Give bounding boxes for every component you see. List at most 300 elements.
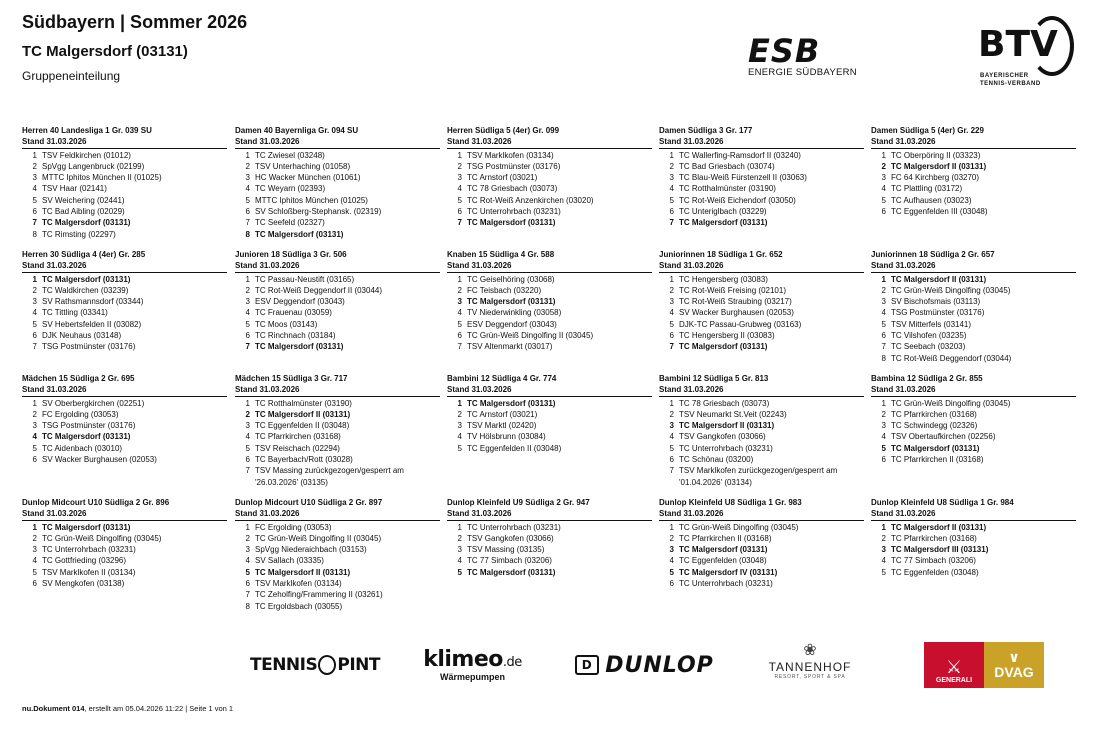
team-position: 6 xyxy=(881,331,886,341)
team-name: TSV Feldkirchen (01012) xyxy=(42,150,131,160)
team-row xyxy=(235,522,440,533)
team-position: 6 xyxy=(245,579,250,589)
btv-sub-line-1: BAYERISCHER xyxy=(980,73,1029,79)
team-row xyxy=(447,341,652,352)
team-position: 4 xyxy=(457,556,462,566)
team-position: 1 xyxy=(32,274,37,284)
team-name: TC Malgersdorf (03131) xyxy=(42,274,131,284)
team-position: 3 xyxy=(457,173,462,183)
team-row xyxy=(659,172,864,183)
team-row xyxy=(659,533,864,544)
team-name: MTTC Iphitos München (01025) xyxy=(255,195,368,205)
team-row xyxy=(447,183,652,194)
team-position: 1 xyxy=(457,274,462,284)
team-position: 5 xyxy=(245,567,250,577)
team-row xyxy=(659,465,864,476)
team-name: TC Rinchnach (03184) xyxy=(255,331,336,341)
team-row xyxy=(235,454,440,465)
team-name: TV Hölsbrunn (03084) xyxy=(467,432,546,442)
team-position: 4 xyxy=(457,184,462,194)
team-name: TC Malgersdorf (03131) xyxy=(467,218,556,228)
team-row xyxy=(447,307,652,318)
group-stand-date: Stand 31.03.2026 xyxy=(871,384,1076,396)
team-name: TC Malgersdorf (03131) xyxy=(891,443,980,453)
team-position: 1 xyxy=(245,398,250,408)
team-position: 3 xyxy=(881,297,886,307)
tannenhof-logo xyxy=(765,636,855,686)
team-name: TC Rot-Weiß Freising (02101) xyxy=(679,285,786,295)
team-row xyxy=(659,307,864,318)
team-row xyxy=(235,330,440,341)
team-row xyxy=(235,319,440,330)
group-title: Bambina 12 Südliga 2 Gr. 855 xyxy=(871,374,983,383)
team-row xyxy=(659,150,864,161)
team-name: TC Waldkirchen (03239) xyxy=(42,285,129,295)
team-position: 4 xyxy=(669,308,674,318)
team-name: TC Eggenfelden (03048) xyxy=(891,567,979,577)
team-name: TC Malgersdorf (03131) xyxy=(467,567,556,577)
team-row xyxy=(871,555,1076,566)
team-position: 1 xyxy=(669,522,674,532)
team-row xyxy=(871,296,1076,307)
team-row xyxy=(22,398,227,409)
team-name: TC Ergoldsbach (03055) xyxy=(255,601,343,611)
team-row xyxy=(447,172,652,183)
team-name: TC Unterrohrbach (03231) xyxy=(679,579,773,589)
team-position: 3 xyxy=(669,421,674,431)
team-row xyxy=(235,567,440,578)
team-name: SV Wacker Burghausen (02053) xyxy=(42,455,157,465)
team-name: TC Grün-Weiß Dingolfing II (03045) xyxy=(255,533,382,543)
team-row xyxy=(235,578,440,589)
team-name: TC Geiselhöring (03068) xyxy=(467,274,555,284)
team-name: TC Arnstorf (03021) xyxy=(467,409,538,419)
team-name: TC Moos (03143) xyxy=(255,319,318,329)
team-position: 2 xyxy=(245,533,250,543)
team-row xyxy=(22,319,227,330)
footer-doc-id: nu.Dokument 014 xyxy=(22,704,85,713)
team-name: TC Pfarrkirchen (03168) xyxy=(891,409,977,419)
group-card xyxy=(447,373,652,454)
team-position: 2 xyxy=(881,285,886,295)
team-position: 3 xyxy=(32,297,37,307)
team-position: 6 xyxy=(669,455,674,465)
team-name: ESV Deggendorf (03043) xyxy=(255,297,345,307)
group-card xyxy=(871,125,1076,217)
team-row xyxy=(22,229,227,240)
team-position: 1 xyxy=(457,522,462,532)
team-position: 7 xyxy=(457,218,462,228)
team-name: ESV Deggendorf (03043) xyxy=(467,319,557,329)
team-row xyxy=(447,431,652,442)
generali-name: GENERALI xyxy=(935,677,973,684)
team-position: 3 xyxy=(669,297,674,307)
team-name: TC Eggenfelden II (03048) xyxy=(255,421,350,431)
group-title: Bambini 12 Südliga 5 Gr. 813 xyxy=(659,374,769,383)
team-row xyxy=(659,183,864,194)
esb-logo-mark: ESB xyxy=(748,32,821,70)
team-row xyxy=(447,555,652,566)
team-name: TC Unterrohrbach (03231) xyxy=(467,207,561,217)
team-name: TC Malgersdorf IV (03131) xyxy=(679,567,778,577)
btv-sub-line-2: TENNIS-VERBAND xyxy=(980,81,1041,87)
team-name: TC Grün-Weiß Dingolfing (03045) xyxy=(42,533,162,543)
team-name: TSV Gangkofen (03066) xyxy=(679,432,766,442)
team-row xyxy=(871,172,1076,183)
team-row xyxy=(235,601,440,612)
team-row xyxy=(447,544,652,555)
team-name: TC Bad Aibling (02029) xyxy=(42,207,125,217)
group-card xyxy=(447,249,652,353)
team-row xyxy=(447,285,652,296)
team-name: TC Rotthalmünster (03190) xyxy=(679,184,776,194)
team-name: TC Malgersdorf II (03131) xyxy=(255,409,351,419)
team-position: 1 xyxy=(669,150,674,160)
team-position: 2 xyxy=(32,533,37,543)
team-row xyxy=(659,217,864,228)
team-name: TC Grün-Weiß Dingolfing (03045) xyxy=(679,522,799,532)
team-name: FC Teisbach (03220) xyxy=(467,285,542,295)
team-row xyxy=(447,319,652,330)
team-name: SV Weichering (02441) xyxy=(42,195,125,205)
team-name: FC Ergolding (03053) xyxy=(42,409,119,419)
team-position: 1 xyxy=(457,150,462,160)
team-position: 7 xyxy=(669,466,674,476)
group-title: Damen Südliga 3 Gr. 177 xyxy=(659,126,753,135)
team-row xyxy=(447,330,652,341)
team-position: 6 xyxy=(881,455,886,465)
team-row xyxy=(447,206,652,217)
group-card xyxy=(235,125,440,240)
team-position: 4 xyxy=(32,432,37,442)
team-name: TC Malgersdorf II (03131) xyxy=(255,567,351,577)
team-position: 1 xyxy=(881,522,886,532)
team-position: 5 xyxy=(881,567,886,577)
tannenhof-name: TANNENHOF xyxy=(768,660,852,674)
dvag-logo xyxy=(984,642,1044,688)
team-row xyxy=(22,183,227,194)
klimeo-tld: .de xyxy=(502,654,522,670)
team-name: TC Seebach (03203) xyxy=(891,342,966,352)
team-position: 3 xyxy=(245,421,250,431)
team-name: TSV Marktl (02420) xyxy=(467,421,537,431)
team-row xyxy=(447,195,652,206)
team-position: 3 xyxy=(32,173,37,183)
team-position: 5 xyxy=(669,195,674,205)
team-name: TC 78 Griesbach (03073) xyxy=(679,398,770,408)
group-card xyxy=(447,125,652,229)
team-position: 3 xyxy=(881,421,886,431)
team-row xyxy=(235,296,440,307)
team-position: 2 xyxy=(32,409,37,419)
team-position: 3 xyxy=(457,545,462,555)
team-position: 3 xyxy=(32,421,37,431)
group-title: Juniorinnen 18 Südliga 2 Gr. 657 xyxy=(871,250,995,259)
team-name: TC Zeholfing/Frammering II (03261) xyxy=(255,590,383,600)
team-name: SV Schloßberg-Stephansk. (02319) xyxy=(255,207,382,217)
team-position: 1 xyxy=(245,274,250,284)
group-title: Dunlop Midcourt U10 Südliga 2 Gr. 896 xyxy=(22,498,170,507)
team-position: 5 xyxy=(457,319,462,329)
team-name: TC Unterrohrbach (03231) xyxy=(42,545,136,555)
team-row xyxy=(659,274,864,285)
team-row xyxy=(22,431,227,442)
team-position: 4 xyxy=(881,184,886,194)
team-row xyxy=(235,420,440,431)
team-row xyxy=(22,522,227,533)
group-card xyxy=(235,249,440,353)
team-row xyxy=(871,206,1076,217)
group-card xyxy=(447,497,652,578)
group-title: Dunlop Kleinfeld U8 Südliga 1 Gr. 983 xyxy=(659,498,802,507)
dunlop-logo xyxy=(562,650,727,680)
team-name: TC Eggenfelden III (03048) xyxy=(891,207,988,217)
team-row xyxy=(22,206,227,217)
team-name: DJK-TC Passau-Grubweg (03163) xyxy=(679,319,802,329)
group-stand-date: Stand 31.03.2026 xyxy=(659,260,864,272)
group-card xyxy=(871,373,1076,465)
team-row xyxy=(659,544,864,555)
group-stand-date: Stand 31.03.2026 xyxy=(659,136,864,148)
team-position: 2 xyxy=(457,161,462,171)
team-row xyxy=(235,533,440,544)
team-row xyxy=(235,465,440,476)
group-stand-date: Stand 31.03.2026 xyxy=(235,136,440,148)
team-row xyxy=(659,398,864,409)
team-name: SV Wacker Burghausen (02053) xyxy=(679,308,794,318)
team-name: TC Oberpöring II (03323) xyxy=(891,150,981,160)
team-row xyxy=(871,443,1076,454)
team-row xyxy=(22,533,227,544)
group-stand-date: Stand 31.03.2026 xyxy=(235,260,440,272)
team-position: 3 xyxy=(245,297,250,307)
team-position: 2 xyxy=(669,161,674,171)
team-row xyxy=(447,443,652,454)
team-position: 5 xyxy=(245,319,250,329)
team-position: 2 xyxy=(881,533,886,543)
group-title: Dunlop Kleinfeld U8 Südliga 1 Gr. 984 xyxy=(871,498,1014,507)
team-row xyxy=(235,398,440,409)
team-row xyxy=(447,150,652,161)
team-position: 2 xyxy=(457,409,462,419)
team-name: SpVgg Niederaichbach (03153) xyxy=(255,545,367,555)
group-title: Juniorinnen 18 Südliga 1 Gr. 652 xyxy=(659,250,783,259)
team-name: SV Mengkofen (03138) xyxy=(42,579,125,589)
team-position: 4 xyxy=(881,556,886,566)
team-name: TC Hengersberg (03083) xyxy=(679,274,768,284)
team-name: TC Vilshofen (03235) xyxy=(891,331,967,341)
team-position: 1 xyxy=(669,274,674,284)
tennis-ball-icon xyxy=(318,655,336,675)
team-position: 3 xyxy=(245,173,250,183)
team-row xyxy=(871,353,1076,364)
team-position: 5 xyxy=(457,567,462,577)
team-position: 3 xyxy=(881,173,886,183)
team-name: TC Frauenau (03059) xyxy=(255,308,332,318)
team-row xyxy=(871,307,1076,318)
team-row xyxy=(22,161,227,172)
team-row xyxy=(22,555,227,566)
generali-logo xyxy=(924,642,984,688)
team-row xyxy=(22,443,227,454)
team-row xyxy=(22,307,227,318)
team-name: TSV Marklkofen II (03134) xyxy=(42,567,136,577)
team-row xyxy=(871,150,1076,161)
group-card xyxy=(659,249,864,353)
team-position: 1 xyxy=(881,398,886,408)
team-row xyxy=(871,274,1076,285)
team-row xyxy=(871,285,1076,296)
team-row xyxy=(871,431,1076,442)
team-name: TC Rot-Weiß Deggendorf (03044) xyxy=(891,353,1012,363)
team-name: TC Pfarrkirchen (03168) xyxy=(891,533,977,543)
team-name: TC Schönau (03200) xyxy=(679,455,754,465)
dunlop-name: DUNLOP xyxy=(605,652,714,678)
team-position: 4 xyxy=(457,308,462,318)
group-card xyxy=(659,373,864,488)
group-stand-date: Stand 31.03.2026 xyxy=(22,136,227,148)
team-name: TSV Reischach (02294) xyxy=(255,443,340,453)
team-row xyxy=(659,522,864,533)
team-name: TSV Marklkofen (03134) xyxy=(467,150,554,160)
team-name: TC Rot-Weiß Deggendorf II (03044) xyxy=(255,285,383,295)
team-name: TC Arnstorf (03021) xyxy=(467,173,538,183)
team-position: 2 xyxy=(669,285,674,295)
team-name: TC Tittling (03341) xyxy=(42,308,108,318)
team-position: 7 xyxy=(245,218,250,228)
club-title: TC Malgersdorf (03131) xyxy=(22,43,188,60)
team-row xyxy=(235,229,440,240)
team-row xyxy=(871,420,1076,431)
team-position: 5 xyxy=(457,195,462,205)
group-card xyxy=(22,125,227,240)
group-stand-date: Stand 31.03.2026 xyxy=(871,136,1076,148)
team-row xyxy=(659,443,864,454)
group-card xyxy=(871,249,1076,364)
team-name: SV Hebertsfelden II (03082) xyxy=(42,319,142,329)
team-name: TSV Massing zurückgezogen/gesperrt am xyxy=(255,466,404,476)
team-position: 2 xyxy=(881,409,886,419)
page-title: Südbayern | Sommer 2026 xyxy=(22,12,248,32)
team-position: 3 xyxy=(669,545,674,555)
team-row xyxy=(22,420,227,431)
team-name: TC Wallerfing-Ramsdorf II (03240) xyxy=(679,150,801,160)
team-name: HC Wacker München (01061) xyxy=(255,173,361,183)
team-position: 4 xyxy=(669,556,674,566)
team-row xyxy=(659,420,864,431)
team-position: 1 xyxy=(32,522,37,532)
team-row xyxy=(447,398,652,409)
team-name: TC Eggenfelden II (03048) xyxy=(467,443,562,453)
team-row xyxy=(871,341,1076,352)
team-position: 6 xyxy=(669,331,674,341)
team-position: 2 xyxy=(669,533,674,543)
team-row xyxy=(659,285,864,296)
esb-logo-subtitle: ENERGIE SÜDBAYERN xyxy=(748,67,857,78)
team-name: TC Rot-Weiß Eichendorf (03050) xyxy=(679,195,796,205)
team-name: TC Malgersdorf (03131) xyxy=(255,229,344,239)
team-row xyxy=(447,533,652,544)
group-title: Mädchen 15 Südliga 3 Gr. 717 xyxy=(235,374,348,383)
esb-logo xyxy=(748,32,860,84)
team-name: TSV Altenmarkt (03017) xyxy=(467,342,553,352)
group-stand-date: Stand 31.03.2026 xyxy=(447,260,652,272)
team-name: TSV Mitterfels (03141) xyxy=(891,319,972,329)
team-row xyxy=(447,274,652,285)
team-position: 6 xyxy=(457,207,462,217)
team-position: 7 xyxy=(32,218,37,228)
group-stand-date: Stand 31.03.2026 xyxy=(22,260,227,272)
group-stand-date: Stand 31.03.2026 xyxy=(871,260,1076,272)
klimeo-logo xyxy=(420,648,525,684)
team-name: TC Weyarn (02393) xyxy=(255,184,326,194)
group-stand-date: Stand 31.03.2026 xyxy=(22,508,227,520)
group-title: Dunlop Midcourt U10 Südliga 2 Gr. 897 xyxy=(235,498,383,507)
team-row xyxy=(235,172,440,183)
team-position: 6 xyxy=(32,331,37,341)
team-name: TC Seefeld (02327) xyxy=(255,218,325,228)
team-position: 4 xyxy=(245,556,250,566)
tannenhof-subtitle: RESORT, SPORT & SPA xyxy=(774,674,846,680)
team-position: 6 xyxy=(32,579,37,589)
team-position: 6 xyxy=(669,579,674,589)
team-row xyxy=(22,217,227,228)
team-position: 6 xyxy=(32,455,37,465)
team-row xyxy=(22,341,227,352)
team-position: 7 xyxy=(245,590,250,600)
team-name: TC Malgersdorf II (03131) xyxy=(891,161,987,171)
team-row xyxy=(22,330,227,341)
team-row xyxy=(235,341,440,352)
team-position: 4 xyxy=(881,432,886,442)
team-position: 4 xyxy=(669,184,674,194)
btv-logo-mark: BTV xyxy=(978,24,1058,65)
team-name: SV Bischofsmais (03113) xyxy=(891,297,981,307)
team-name: TC Rot-Weiß Straubing (03217) xyxy=(679,297,792,307)
team-row xyxy=(659,341,864,352)
team-name: TC Malgersdorf II (03131) xyxy=(891,274,987,284)
team-name: TSG Postmünster (03176) xyxy=(42,421,136,431)
team-name: TC Malgersdorf (03131) xyxy=(255,342,344,352)
team-name: TC Malgersdorf (03131) xyxy=(679,342,768,352)
group-title: Dunlop Kleinfeld U9 Südliga 2 Gr. 947 xyxy=(447,498,590,507)
team-position: 5 xyxy=(245,443,250,453)
team-name: TC Malgersdorf (03131) xyxy=(42,432,131,442)
page-footer xyxy=(22,704,233,713)
team-position: 8 xyxy=(245,229,250,239)
group-stand-date: Stand 31.03.2026 xyxy=(659,508,864,520)
team-row xyxy=(235,195,440,206)
group-card xyxy=(22,249,227,353)
team-name: TC Blau-Weiß Fürstenzell II (03063) xyxy=(679,173,807,183)
team-name: TSG Postmünster (03176) xyxy=(467,161,561,171)
team-position: 4 xyxy=(881,308,886,318)
team-name: TC Hengersberg II (03083) xyxy=(679,331,775,341)
team-row xyxy=(22,578,227,589)
team-name: TC Grün-Weiß Dingolfing (03045) xyxy=(891,285,1011,295)
btv-logo xyxy=(978,16,1074,94)
team-position: 5 xyxy=(32,567,37,577)
team-name: TC 78 Griesbach (03073) xyxy=(467,184,558,194)
team-position: 7 xyxy=(669,342,674,352)
group-stand-date: Stand 31.03.2026 xyxy=(447,136,652,148)
page-subtitle: Gruppeneinteilung xyxy=(22,69,121,83)
team-name: TSV Neumarkt St.Veit (02243) xyxy=(679,409,787,419)
team-row xyxy=(659,206,864,217)
team-name: TC Malgersdorf (03131) xyxy=(679,545,768,555)
group-title: Damen 40 Bayernliga Gr. 094 SU xyxy=(235,126,359,135)
team-name: TC Pfarrkirchen II (03168) xyxy=(679,533,772,543)
